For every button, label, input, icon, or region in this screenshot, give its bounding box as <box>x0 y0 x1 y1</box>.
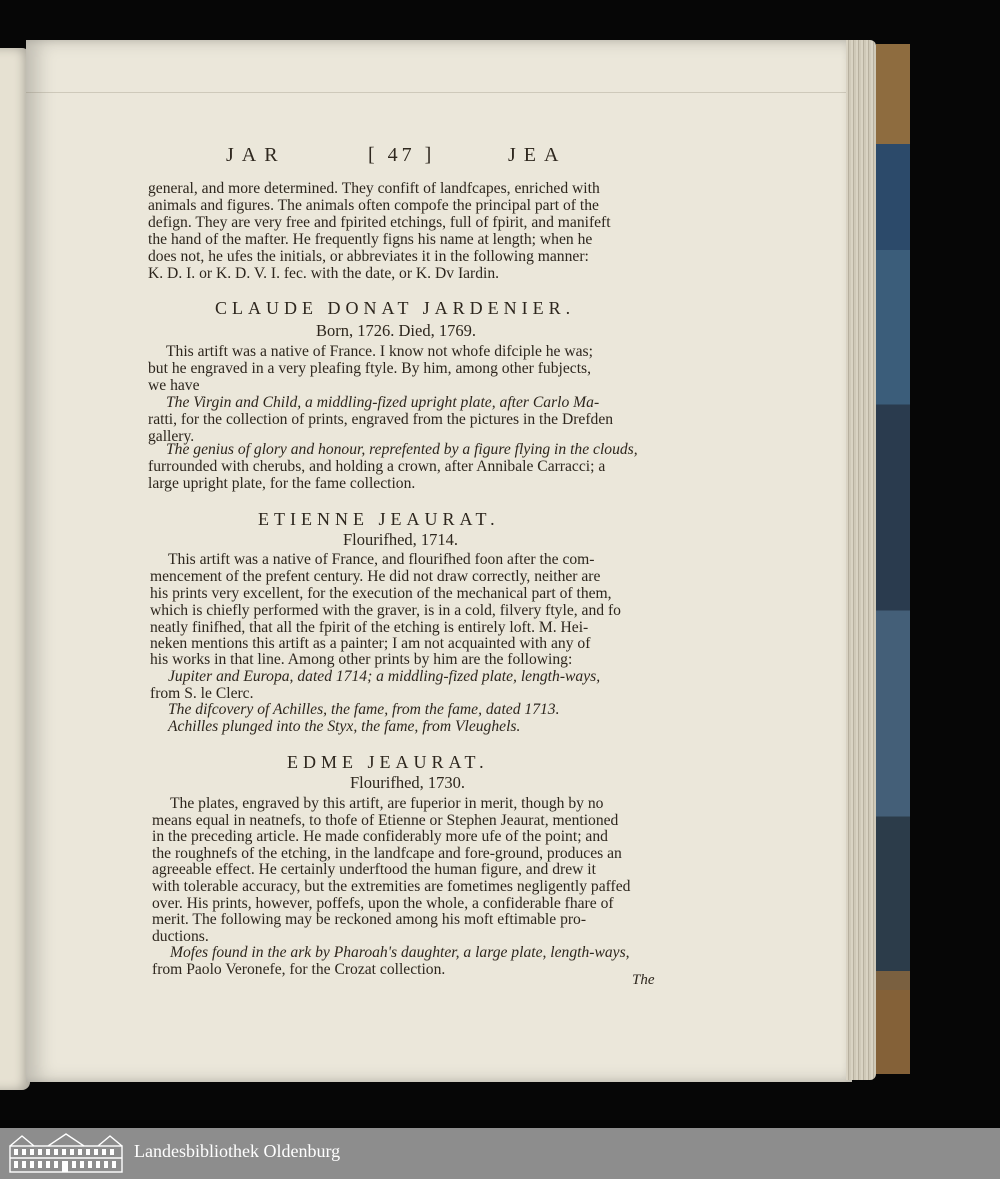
intro-line: K. D. I. or K. D. V. I. fec. with the date, or K. Dv Iardin. <box>148 265 500 282</box>
section-line: but he engraved in a very pleafing ftyle. By him, among other fubjects, <box>148 360 591 377</box>
page-edges <box>846 40 876 1080</box>
section-dates: Flourifhed, 1714. <box>343 530 459 549</box>
section-dates: Born, 1726. Died, 1769. <box>316 321 476 340</box>
section-line: large upright plate, for the fame collection. <box>148 475 416 492</box>
section-line: his works in that line. Among other prints by him are the following: <box>150 651 573 668</box>
catchword: The <box>632 972 655 988</box>
section-line: we have <box>148 377 200 394</box>
running-head-left: JAR <box>226 144 286 166</box>
section-line: The difcovery of Achilles, the fame, from the fame, dated 1713. <box>168 701 560 718</box>
section-line: Mofes found in the ark by Pharoah's daughter, a large plate, length-ways, <box>170 944 630 961</box>
library-name: Landesbibliothek Oldenburg <box>134 1141 341 1161</box>
section-line: merit. The following may be reckoned among his moft eftimable pro- <box>152 911 587 928</box>
section-line: gallery. <box>148 428 195 445</box>
section-line: agreeable effect. He certainly underftood the human figure, and drew it <box>152 861 596 878</box>
running-head-right: JEA <box>508 144 567 166</box>
section-line: mencement of the prefent century. He did not draw correctly, neither are <box>150 568 601 585</box>
section-line: Achilles plunged into the Styx, the fame, from Vleughels. <box>168 718 521 735</box>
section-heading: CLAUDE DONAT JARDENIER. <box>215 298 576 318</box>
section-line: The genius of glory and honour, reprefented by a figure flying in the clouds, <box>166 441 638 458</box>
section-line: his prints very excellent, for the execution of the mechanical part of them, <box>150 585 612 602</box>
page-number: [ 47 ] <box>368 144 436 166</box>
section-line: neatly finifhed, that all the fpirit of the etching is entirely loft. M. Hei- <box>150 619 589 636</box>
intro-line: general, and more determined. They confift of landfcapes, enriched with <box>148 180 600 197</box>
section-line: The plates, engraved by this artift, are fuperior in merit, though by no <box>170 795 604 812</box>
section-line: furrounded with cherubs, and holding a crown, after Annibale Carracci; a <box>148 458 606 475</box>
library-building-icon <box>8 1132 124 1174</box>
section-line: from S. le Clerc. <box>150 685 254 702</box>
section-line: with tolerable accuracy, but the extremities are fometimes negligently paffed <box>152 878 631 895</box>
section-line: This artift was a native of France. I know not whofe difciple he was; <box>166 343 593 360</box>
section-dates: Flourifhed, 1730. <box>350 773 466 792</box>
section-line: in the preceding article. He made confiderably more ufe of the point; and <box>152 828 608 845</box>
cover-leather-top <box>876 44 910 144</box>
intro-line: defign. They are very free and fpirited etchings, full of fpirit, and manifeft <box>148 214 611 231</box>
marbled-cover <box>876 44 910 1074</box>
intro-line: animals and figures. The animals often compofe the principal part of the <box>148 197 599 214</box>
page-fold-line <box>26 92 852 93</box>
section-line: neken mentions this artift as a painter; I am not acquainted with any of <box>150 635 591 652</box>
section-line: The Virgin and Child, a middling-fized upright plate, after Carlo Ma- <box>166 394 600 411</box>
footer-bar <box>0 1128 1000 1179</box>
section-line: the roughnefs of the etching, in the landfcape and fore-ground, produces an <box>152 845 622 862</box>
section-line: which is chiefly performed with the graver, is in a cold, filvery ftyle, and fo <box>150 602 621 619</box>
section-line: means equal in neatnefs, to thofe of Etienne or Stephen Jeaurat, mentioned <box>152 812 619 829</box>
intro-line: the hand of the mafter. He frequently figns his name at length; when he <box>148 231 593 248</box>
cover-leather-bottom <box>876 990 910 1074</box>
section-heading: EDME JEAURAT. <box>287 752 489 772</box>
section-line: ductions. <box>152 928 209 945</box>
section-line: This artift was a native of France, and flourifhed foon after the com- <box>168 551 595 568</box>
section-heading: ETIENNE JEAURAT. <box>258 509 500 529</box>
intro-line: does not, he ufes the initials, or abbreviates it in the following manner: <box>148 248 589 265</box>
section-line: from Paolo Veronefe, for the Crozat collection. <box>152 961 446 978</box>
section-line: Jupiter and Europa, dated 1714; a middling-fized plate, length-ways, <box>168 668 601 685</box>
section-line: over. His prints, however, poffefs, upon the whole, a confiderable fhare of <box>152 895 614 912</box>
section-line: ratti, for the collection of prints, engraved from the pictures in the Drefden <box>148 411 614 428</box>
